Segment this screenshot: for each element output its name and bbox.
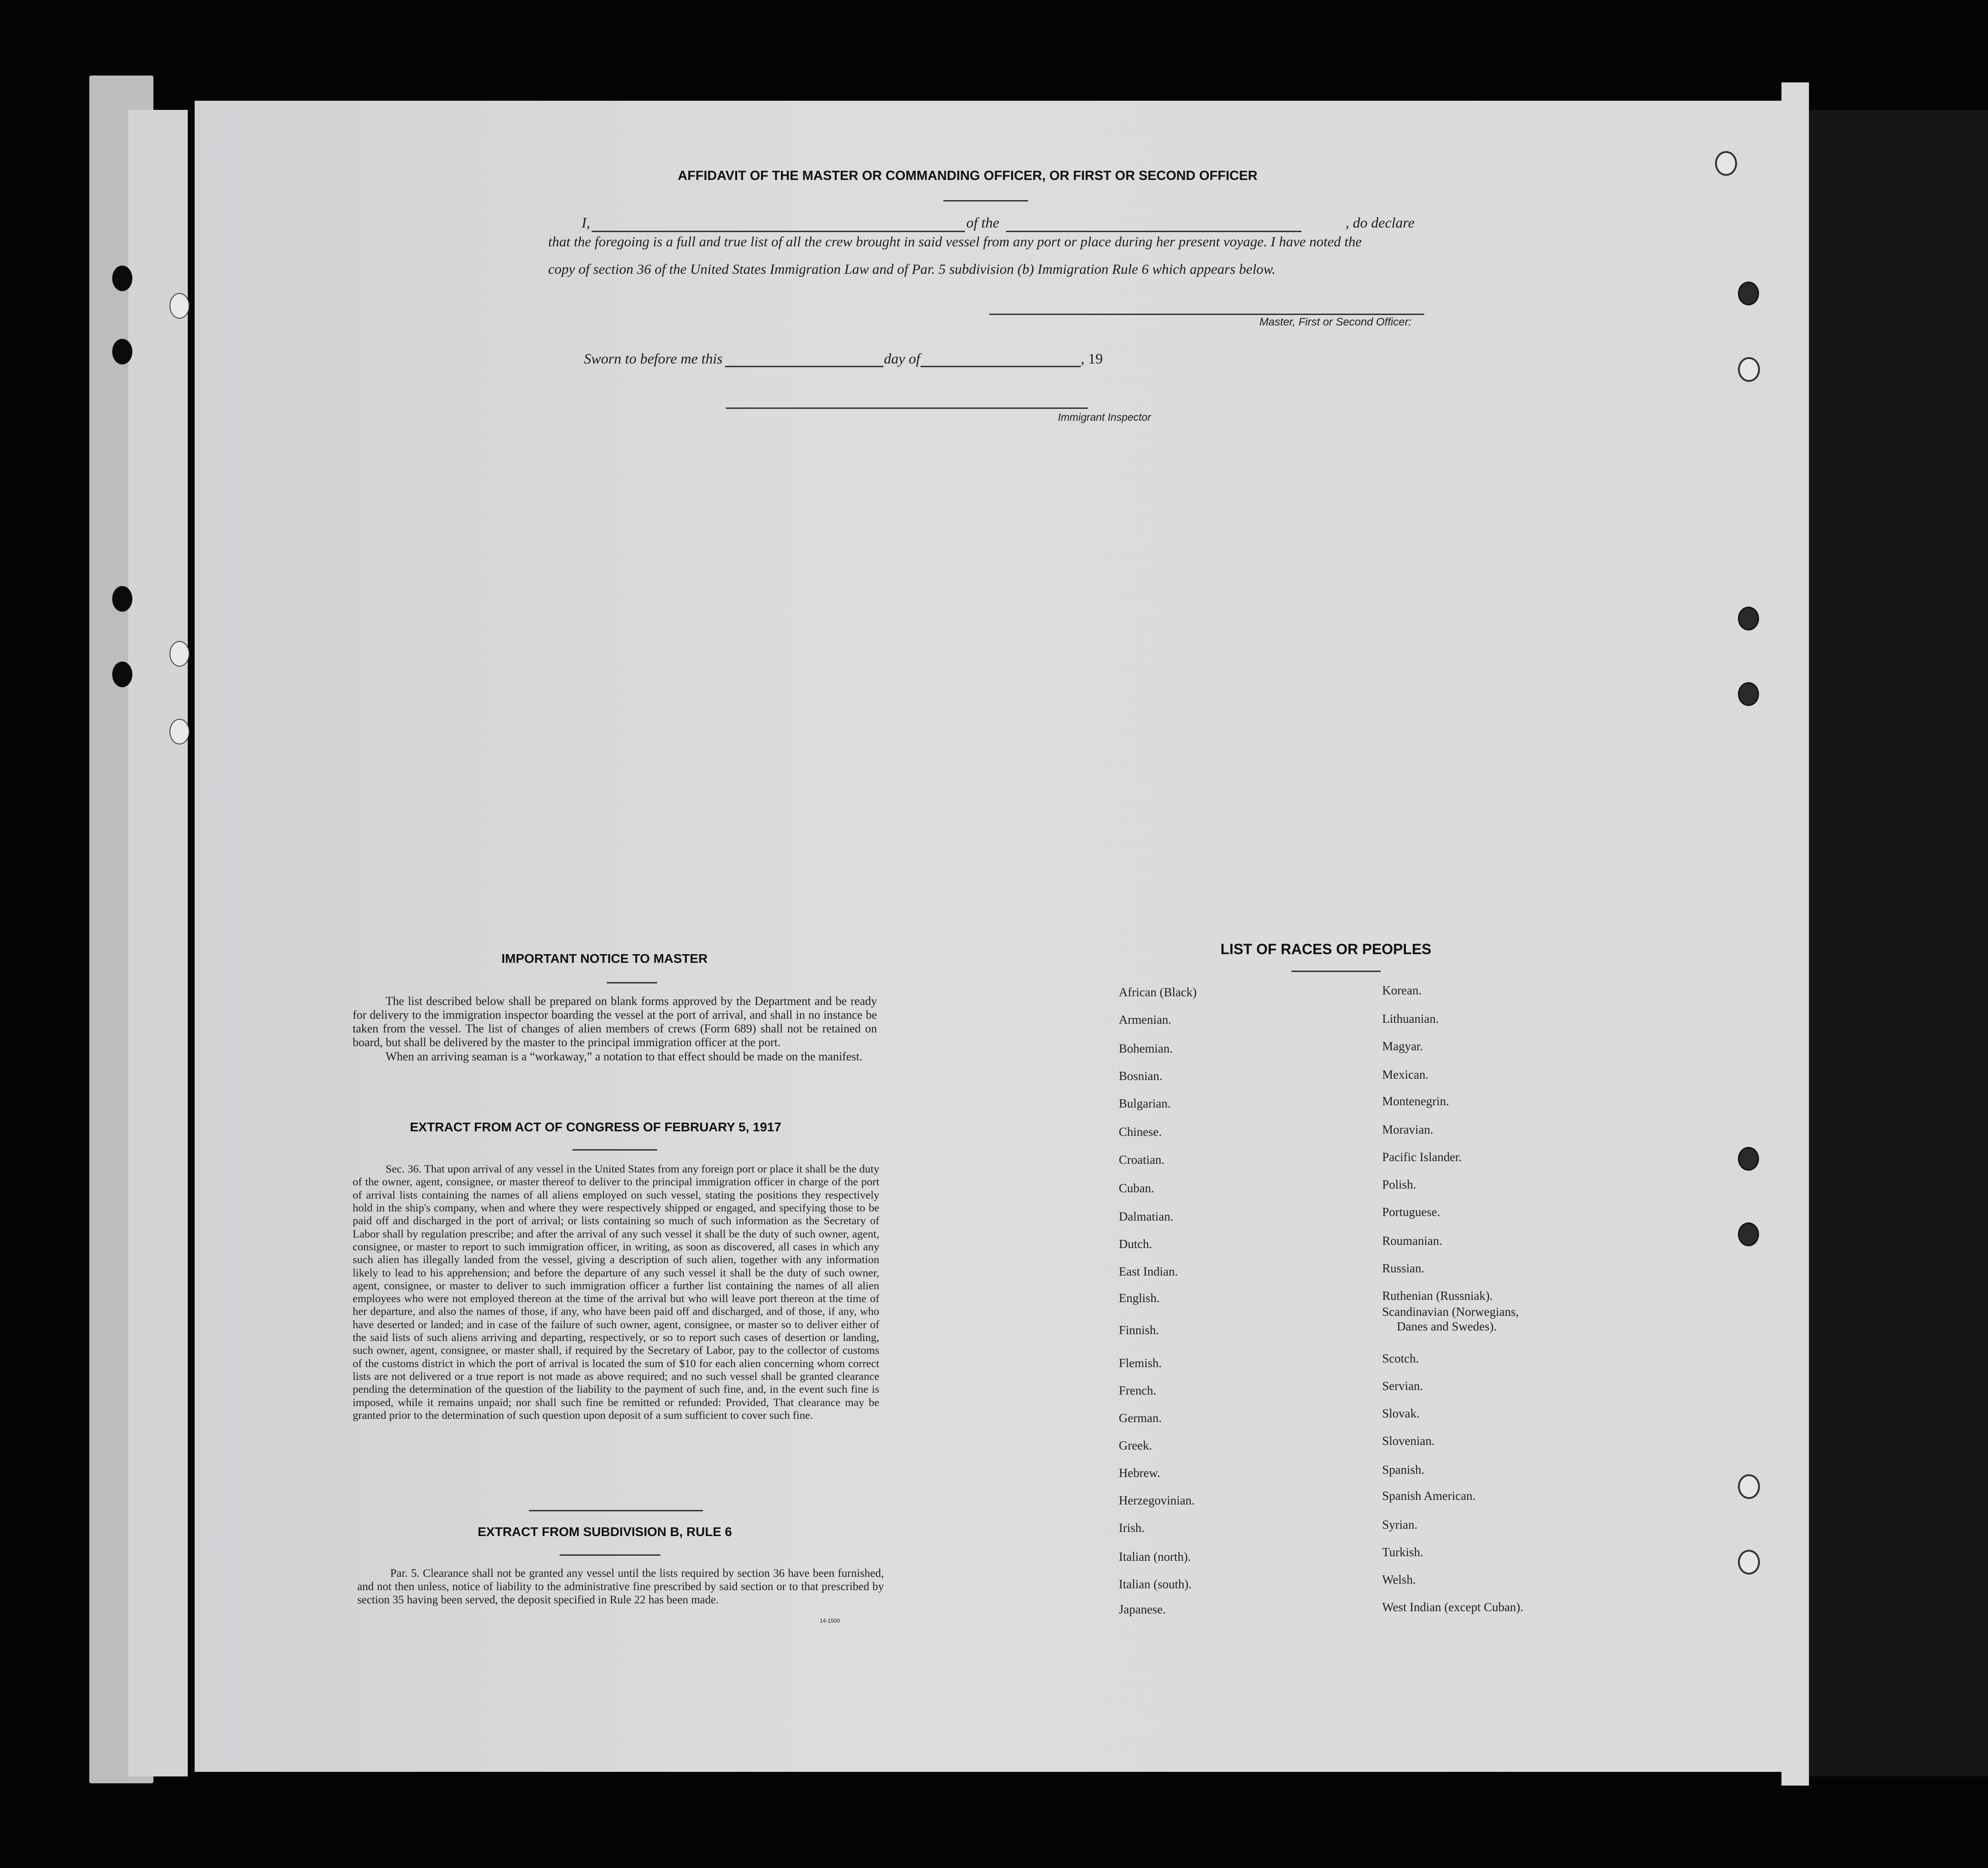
race-item: Mexican.	[1382, 1068, 1429, 1081]
race-item: Cuban.	[1119, 1181, 1155, 1195]
race-item: East Indian.	[1119, 1265, 1178, 1278]
month-field[interactable]	[920, 354, 1081, 367]
race-item: Spanish American.	[1382, 1489, 1476, 1503]
race-item: Flemish.	[1119, 1356, 1162, 1370]
race-item: West Indian (except Cuban).	[1382, 1600, 1524, 1614]
text-sworn: Sworn to before me this	[584, 350, 723, 367]
race-item: Ruthenian (Russniak).	[1382, 1289, 1493, 1303]
text-of-the: of the	[966, 214, 999, 231]
text-do-declare: , do declare	[1345, 214, 1415, 231]
notice-paragraph-2: When an arriving seaman is a “workaway,” a notation to that effect should be made on the manifest.	[386, 1049, 863, 1063]
text-year: , 19	[1081, 350, 1103, 367]
right-dark-edge	[1809, 110, 1988, 1776]
rule-extract-text	[357, 1567, 884, 1607]
ring-hole	[1738, 1222, 1759, 1246]
race-item: Slovak.	[1382, 1406, 1420, 1420]
day-field[interactable]	[725, 354, 883, 367]
race-item: Armenian.	[1119, 1013, 1171, 1026]
affidavit-line-2: that the foregoing is a full and true list of all the crew brought in said vessel from any port or place during her present voyage. I have noted the	[548, 234, 1362, 250]
race-item: Spanish.	[1382, 1463, 1425, 1477]
divider	[529, 1510, 703, 1511]
race-item: Portuguese.	[1382, 1205, 1440, 1219]
race-item: Polish.	[1382, 1178, 1416, 1191]
race-item: Welsh.	[1382, 1573, 1416, 1586]
ring-hole	[1738, 357, 1760, 382]
ring-hole	[1738, 1147, 1759, 1171]
race-item: Scotch.	[1382, 1352, 1419, 1365]
race-item: Russian.	[1382, 1261, 1425, 1275]
divider	[943, 200, 1028, 201]
race-item: French.	[1119, 1384, 1156, 1397]
race-item: German.	[1119, 1411, 1162, 1425]
race-item: Magyar.	[1382, 1039, 1423, 1053]
race-item: Korean.	[1382, 983, 1422, 997]
inspector-signature-field[interactable]	[726, 394, 1088, 409]
race-item: Danes and Swedes).	[1397, 1320, 1497, 1333]
race-item: Chinese.	[1119, 1125, 1162, 1139]
race-item: Roumanian.	[1382, 1234, 1443, 1248]
punch-hole	[169, 719, 190, 744]
form-number: 14-1500	[820, 1618, 840, 1624]
notice-paragraph-1: The list described below shall be prepared on blank forms approved by the Department and be ready for delivery to the immigration inspector boarding the vessel at the port of arrival, and shall in no instance be taken from the vessel. The list of changes of alien members of crews (Form 689) shall not be retained on board, but shall be delivered by the master to the principal immigration officer at the port.	[353, 994, 877, 1049]
ring-hole	[1738, 1550, 1760, 1575]
text-day-of: day of	[884, 350, 920, 367]
race-item: Finnish.	[1119, 1323, 1159, 1337]
race-item: English.	[1119, 1291, 1160, 1305]
race-item: Bohemian.	[1119, 1042, 1173, 1055]
race-item: Moravian.	[1382, 1123, 1433, 1136]
vessel-field[interactable]	[1006, 218, 1302, 232]
binding-strip-inner	[128, 110, 188, 1776]
race-item: Italian (north).	[1119, 1550, 1191, 1564]
divider	[607, 982, 657, 983]
affidavit-line-1	[582, 214, 1424, 234]
ring-hole	[1738, 282, 1759, 305]
race-item: Syrian.	[1382, 1518, 1418, 1531]
race-item: Servian.	[1382, 1379, 1423, 1393]
race-item: Japanese.	[1119, 1602, 1166, 1616]
race-item: Bulgarian.	[1119, 1097, 1171, 1110]
act-extract-text	[353, 1163, 879, 1422]
divider	[560, 1554, 660, 1556]
race-item: Herzegovinian.	[1119, 1493, 1195, 1507]
race-item: Croatian.	[1119, 1153, 1165, 1167]
punch-hole	[169, 293, 190, 319]
race-item: African (Black)	[1119, 985, 1197, 999]
inspector-caption: Immigrant Inspector	[1058, 411, 1151, 423]
master-caption: Master, First or Second Officer:	[1259, 316, 1412, 328]
races-title: LIST OF RACES OR PEOPLES	[1220, 941, 1432, 957]
race-item: Italian (south).	[1119, 1577, 1192, 1591]
punch-hole	[112, 339, 132, 364]
race-item: Dutch.	[1119, 1237, 1152, 1251]
race-item: Pacific Islander.	[1382, 1150, 1462, 1164]
punch-hole	[112, 266, 132, 291]
rule-extract-paragraph: Par. 5. Clearance shall not be granted any vessel until the lists required by section 36 have been furnished, and not then unless, notice of liability to the administrative fine prescribed by said section or to that prescribed by section 35 having been served, the deposit specified in Rule 22 has been made.	[357, 1567, 884, 1606]
race-item: Slovenian.	[1382, 1434, 1435, 1448]
race-item: Irish.	[1119, 1521, 1145, 1535]
race-item: Hebrew.	[1119, 1466, 1160, 1480]
race-item: Turkish.	[1382, 1545, 1423, 1559]
punch-hole	[112, 586, 132, 612]
ring-hole	[1738, 1474, 1760, 1499]
sworn-line	[584, 350, 1133, 370]
affidavit-line-3: copy of section 36 of the United States Immigration Law and of Par. 5 subdivision (b) Immigration Rule 6 which appears below.	[548, 261, 1276, 277]
notice-text	[353, 994, 877, 1064]
affidavit-title: AFFIDAVIT OF THE MASTER OR COMMANDING OFFICER, OR FIRST OR SECOND OFFICER	[678, 168, 1258, 183]
act-extract-paragraph: Sec. 36. That upon arrival of any vessel in the United States from any foreign port or place it shall be the duty of the owner, agent, consignee, or master thereof to deliver to the principal immigration officer in charge of the port of arrival lists containing the names of all aliens employed on such vessel, stating the positions they respectively hold in the ship's company, when and where they were respectively shipped or engaged, and specifying those to be paid off and discharged in the port of arrival; or lists containing so much of such information as the Secretary of Labor shall by regulation prescribe; and after the arrival of any such vessel it shall be the duty of such owner, agent, consignee, or master to report to such immigration officer, in writing, as soon as discovered, all cases in which any such alien has illegally landed from the vessel, giving a description of such alien, together with any information likely to lead to his apprehension; and before the departure of any such vessel it shall be the duty of such owner, agent, consignee, or master to deliver to such immigration officer a further list containing the names of all alien employees who were not employed thereon at the time of the arrival but who will leave port thereon at the time of her departure, and also the names of those, if any, who have been paid off and discharged, and of those, if any, who have deserted or landed; and in case of the failure of such owner, agent, consignee, or master so to deliver either of the said lists of such aliens arriving and departing, respectively, or so to report such cases of desertion or landing, such owner, agent, consignee, or master shall, if required by the Secretary of Labor, pay to the collector of customs of the customs district in which the port of arrival is located the sum of $10 for each alien concerning whom correct lists are not delivered or a true report is not made as above required; and no such vessel shall be granted clearance pending the determination of the question of the liability to the payment of such fine, and, in the event such fine is imposed, while it remains unpaid; nor shall such fine be remitted or refunded: Provided, That clearance may be granted prior to the determination of such question upon deposit of a sum sufficient to cover such fine.	[353, 1163, 879, 1422]
divider	[572, 1149, 657, 1151]
divider	[1291, 971, 1381, 972]
race-item: Bosnian.	[1119, 1069, 1163, 1083]
name-field[interactable]	[592, 218, 965, 232]
ring-hole	[1738, 682, 1759, 706]
race-item: Greek.	[1119, 1439, 1152, 1452]
ring-hole	[1715, 151, 1737, 176]
race-item: Montenegrin.	[1382, 1094, 1449, 1108]
text-i: I,	[582, 214, 590, 231]
ring-hole	[1738, 607, 1759, 630]
notice-title: IMPORTANT NOTICE TO MASTER	[501, 951, 708, 966]
page-stack-edge	[1781, 82, 1809, 1786]
race-item: Lithuanian.	[1382, 1012, 1439, 1026]
punch-hole	[169, 641, 190, 667]
punch-hole	[112, 662, 132, 687]
master-signature-field[interactable]	[989, 300, 1424, 315]
rule-extract-title: EXTRACT FROM SUBDIVISION B, RULE 6	[478, 1525, 732, 1539]
race-item: Dalmatian.	[1119, 1210, 1174, 1223]
race-item: Scandinavian (Norwegians,	[1382, 1305, 1519, 1319]
act-extract-title: EXTRACT FROM ACT OF CONGRESS OF FEBRUARY 5, 1917	[410, 1120, 782, 1134]
